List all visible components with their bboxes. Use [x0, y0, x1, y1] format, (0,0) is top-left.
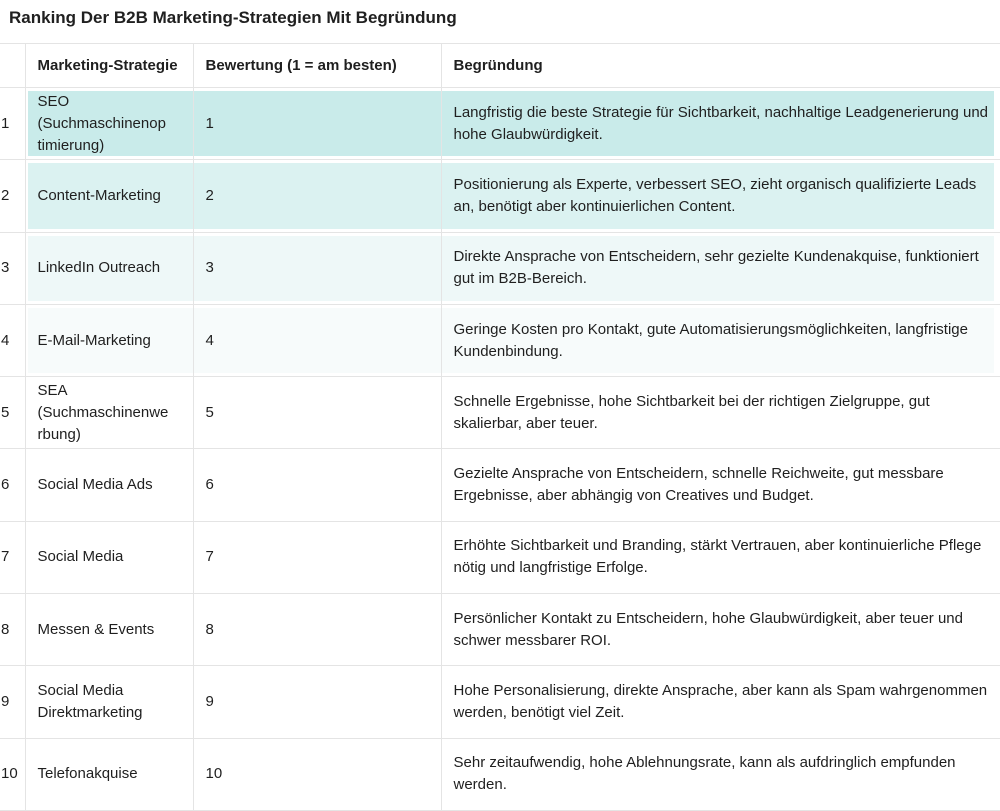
- ranking-table: [0, 43, 1000, 811]
- row-highlight: [194, 597, 441, 662]
- strategy-cell-text: Telefonakquise: [37, 765, 138, 783]
- strategy-cell-text: Social Media Direktmarketing: [37, 682, 143, 722]
- row-highlight: [194, 308, 441, 373]
- row-highlight: [194, 91, 441, 156]
- row-highlight: [28, 669, 193, 734]
- row-highlight: [442, 236, 994, 301]
- rating-cell-text: 2: [205, 186, 214, 204]
- reason-cell[interactable]: [441, 666, 1000, 738]
- rating-cell[interactable]: [193, 160, 441, 232]
- table-row[interactable]: [0, 594, 1000, 666]
- table-row[interactable]: [0, 666, 1000, 738]
- rating-cell-text: 10: [205, 765, 223, 783]
- header-rating[interactable]: Bewertung (1 = am besten): [193, 44, 441, 88]
- strategy-cell[interactable]: [25, 304, 193, 376]
- rating-cell[interactable]: [193, 88, 441, 160]
- table-row[interactable]: [0, 449, 1000, 521]
- rating-cell[interactable]: [193, 377, 441, 449]
- rating-cell-text: 9: [205, 693, 214, 711]
- rating-cell[interactable]: [193, 594, 441, 666]
- row-index[interactable]: 6: [0, 449, 25, 521]
- strategy-cell[interactable]: [25, 160, 193, 232]
- row-index[interactable]: 9: [0, 666, 25, 738]
- strategy-cell-text: SEA (Suchmaschinenwe rbung): [37, 381, 169, 443]
- reason-cell-text: Positionierung als Experte, verbessert SEO, zieht organisch qualifizierte Leads an, benötigt aber kontinuierlichen Content.: [453, 175, 977, 215]
- reason-cell[interactable]: [441, 521, 1000, 593]
- rating-cell-text: 1: [205, 114, 214, 132]
- page-title: Ranking Der B2B Marketing-Strategien Mit Begründung: [9, 8, 457, 27]
- rating-cell-text: 8: [205, 620, 214, 638]
- reason-cell-text: Hohe Personalisierung, direkte Ansprache, aber kann als Spam wahrgenommen werden, benötigt viel Zeit.: [453, 682, 988, 722]
- header-index: [0, 44, 25, 88]
- table-row[interactable]: [0, 304, 1000, 376]
- strategy-cell[interactable]: [25, 666, 193, 738]
- row-highlight: [194, 236, 441, 301]
- row-highlight: [194, 742, 441, 807]
- strategy-cell-text: Social Media Ads: [37, 476, 153, 494]
- row-highlight: [442, 452, 994, 517]
- reason-cell-text: Persönlicher Kontakt zu Entscheidern, hohe Glaubwürdigkeit, aber teuer und schwer messbarer ROI.: [453, 609, 963, 649]
- row-highlight: [442, 163, 994, 228]
- table-header-row: [0, 44, 1000, 88]
- rating-cell-text: 6: [205, 476, 214, 494]
- row-highlight: [194, 525, 441, 590]
- reason-cell-text: Langfristig die beste Strategie für Sichtbarkeit, nachhaltige Leadgenerierung und hohe Glaubwürdigkeit.: [453, 103, 989, 143]
- reason-cell-text: Geringe Kosten pro Kontakt, gute Automatisierungsmöglichkeiten, langfristige Kundenbindung.: [453, 320, 968, 360]
- row-highlight: [194, 452, 441, 517]
- row-index[interactable]: 2: [0, 160, 25, 232]
- reason-cell-text: Direkte Ansprache von Entscheidern, sehr gezielte Kundenakquise, funktioniert gut im B2B-Bereich.: [453, 248, 979, 288]
- strategy-cell-text: E-Mail-Marketing: [37, 331, 151, 349]
- reason-cell[interactable]: [441, 304, 1000, 376]
- row-highlight: [194, 163, 441, 228]
- table-row[interactable]: [0, 232, 1000, 304]
- reason-cell[interactable]: [441, 160, 1000, 232]
- rating-cell[interactable]: [193, 666, 441, 738]
- reason-cell[interactable]: [441, 88, 1000, 160]
- reason-cell[interactable]: [441, 738, 1000, 810]
- strategy-cell[interactable]: [25, 594, 193, 666]
- rating-cell-text: 4: [205, 331, 214, 349]
- row-highlight: [194, 380, 441, 445]
- row-index[interactable]: 10: [0, 738, 25, 810]
- rating-cell[interactable]: [193, 232, 441, 304]
- strategy-cell[interactable]: [25, 88, 193, 160]
- row-highlight: [442, 597, 994, 662]
- strategy-cell[interactable]: [25, 738, 193, 810]
- strategy-cell[interactable]: [25, 449, 193, 521]
- rating-cell[interactable]: [193, 304, 441, 376]
- strategy-cell-text: LinkedIn Outreach: [37, 259, 161, 277]
- strategy-cell-text: SEO (Suchmaschinenop timierung): [37, 92, 166, 154]
- reason-cell[interactable]: [441, 232, 1000, 304]
- table-row[interactable]: [0, 377, 1000, 449]
- table-body: [0, 88, 1000, 811]
- rating-cell-text: 3: [205, 259, 214, 277]
- row-index[interactable]: 5: [0, 377, 25, 449]
- row-highlight: [442, 669, 994, 734]
- strategy-cell-text: Content-Marketing: [37, 186, 161, 204]
- reason-cell[interactable]: [441, 377, 1000, 449]
- strategy-cell-text: Social Media: [37, 548, 124, 566]
- rating-cell[interactable]: [193, 449, 441, 521]
- strategy-cell[interactable]: [25, 232, 193, 304]
- reason-cell-text: Sehr zeitaufwendig, hohe Ablehnungsrate, kann als aufdringlich empfunden werden.: [453, 754, 956, 794]
- row-index[interactable]: 8: [0, 594, 25, 666]
- row-index[interactable]: 4: [0, 304, 25, 376]
- strategy-cell-text: Messen & Events: [37, 620, 155, 638]
- row-highlight: [442, 308, 994, 373]
- row-highlight: [442, 91, 994, 156]
- strategy-cell[interactable]: [25, 377, 193, 449]
- table-row[interactable]: [0, 88, 1000, 160]
- row-index[interactable]: 3: [0, 232, 25, 304]
- rating-cell[interactable]: [193, 521, 441, 593]
- reason-cell[interactable]: [441, 594, 1000, 666]
- reason-cell-text: Schnelle Ergebnisse, hohe Sichtbarkeit bei der richtigen Zielgruppe, gut skalierbar, aber teuer.: [453, 392, 930, 432]
- row-highlight: [442, 380, 994, 445]
- table-row[interactable]: [0, 738, 1000, 810]
- reason-cell-text: Erhöhte Sichtbarkeit und Branding, stärkt Vertrauen, aber kontinuierliche Pflege nötig und langfristige Erfolge.: [453, 537, 982, 577]
- strategy-cell[interactable]: [25, 521, 193, 593]
- row-index[interactable]: 7: [0, 521, 25, 593]
- row-highlight: [442, 525, 994, 590]
- reason-cell-text: Gezielte Ansprache von Entscheidern, schnelle Reichweite, gut messbare Ergebnisse, aber abhängig von Creatives und Budget.: [453, 465, 944, 505]
- table-row[interactable]: [0, 160, 1000, 232]
- table-row[interactable]: [0, 521, 1000, 593]
- header-strategy[interactable]: Marketing-Strategie: [25, 44, 193, 88]
- reason-cell[interactable]: [441, 449, 1000, 521]
- rating-cell-text: 5: [205, 403, 214, 421]
- rating-cell-text: 7: [205, 548, 214, 566]
- rating-cell[interactable]: [193, 738, 441, 810]
- row-index[interactable]: 1: [0, 88, 25, 160]
- row-highlight: [194, 669, 441, 734]
- header-reason[interactable]: Begründung: [441, 44, 1000, 88]
- row-highlight: [442, 742, 994, 807]
